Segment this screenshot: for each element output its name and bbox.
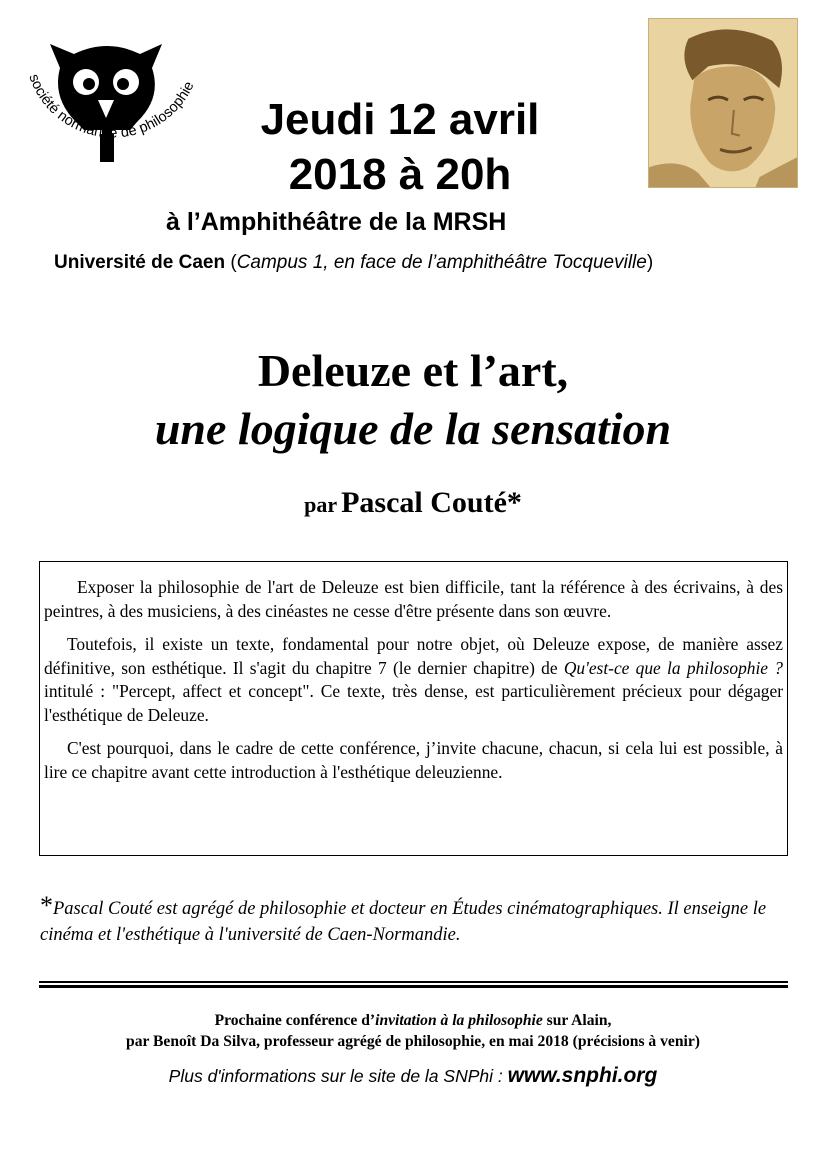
next-series-name: invitation à la philosophie bbox=[375, 1012, 543, 1029]
more-info-text: Plus d'informations sur le site de la SNPhi : bbox=[168, 1066, 508, 1086]
talk-speaker bbox=[0, 486, 826, 520]
speaker-name: Pascal Couté* bbox=[341, 486, 522, 519]
book-title: Qu'est-ce que la philosophie ? bbox=[563, 657, 783, 678]
speaker-portrait bbox=[648, 18, 798, 188]
talk-title bbox=[0, 342, 826, 458]
abstract-paragraph-3: C'est pourquoi, dans le cadre de cette conférence, j’invite chacune, chacun, si cela lui est possible, à lire ce chapitre avant cette introduction à l'esthétique deleuzienne. bbox=[44, 738, 783, 782]
event-venue: à l’Amphithéâtre de la MRSH bbox=[166, 208, 507, 236]
abstract-paragraph-1: Exposer la philosophie de l'art de Deleuze est bien difficile, tant la référence à des écrivains, à des peintres, à des musiciens, à des cinéastes ne cesse d'être présente dans son œuvre. bbox=[44, 577, 783, 621]
speaker-bio bbox=[40, 893, 785, 948]
event-university: Université de Caen (Campus 1, en face de l’amphithéâtre Tocqueville) bbox=[54, 252, 654, 273]
next-line1-start: Prochaine conférence d’ bbox=[214, 1012, 376, 1029]
talk-title-subtitle: une logique de la sensation bbox=[154, 403, 672, 454]
bio-asterisk: * bbox=[40, 891, 53, 920]
owl-icon bbox=[50, 44, 162, 162]
talk-title-main: Deleuze et l’art, bbox=[257, 345, 569, 396]
abstract-p2-start: Toutefois, il existe un texte, fondamental pour notre objet, où Deleuze expose, de manière assez définitive, son esthétique. Il s'agit du chapitre 7 (le dernier chapitre) de bbox=[44, 634, 783, 678]
next-conference bbox=[0, 1010, 826, 1052]
divider-thin bbox=[39, 981, 788, 983]
more-info bbox=[0, 1064, 826, 1088]
event-date-line2: 2018 à 20h bbox=[288, 150, 512, 199]
event-date bbox=[200, 92, 600, 202]
next-conference-line1 bbox=[0, 1010, 826, 1031]
event-date-line1: Jeudi 12 avril bbox=[260, 95, 540, 144]
abstract-paragraph-2 bbox=[44, 633, 783, 727]
snphi-owl-logo bbox=[12, 38, 202, 178]
location-detail: Campus 1, en face de l’amphithéâtre Tocqueville bbox=[236, 252, 647, 273]
abstract-p2-end: intitulé : "Percept, affect et concept". Ce texte, très dense, est particulièrement précieux pour dégager l'esthétique de Deleuze. bbox=[44, 681, 783, 725]
next-line1-end: sur Alain, bbox=[542, 1012, 612, 1029]
speaker-by: par bbox=[304, 492, 338, 517]
abstract-box bbox=[39, 561, 788, 856]
logo-text: société normande de philosophie bbox=[25, 72, 198, 142]
divider-thick bbox=[39, 985, 788, 988]
university-name: Université de Caen bbox=[54, 252, 226, 273]
bio-text: Pascal Couté est agrégé de philosophie et docteur en Études cinématographiques. Il enseigne le cinéma et l'esthétique à l'université de Caen-Normandie. bbox=[40, 899, 767, 945]
next-conference-line2: par Benoît Da Silva, professeur agrégé de philosophie, en mai 2018 (précisions à venir) bbox=[126, 1033, 700, 1050]
website-link[interactable]: www.snphi.org bbox=[507, 1064, 658, 1087]
